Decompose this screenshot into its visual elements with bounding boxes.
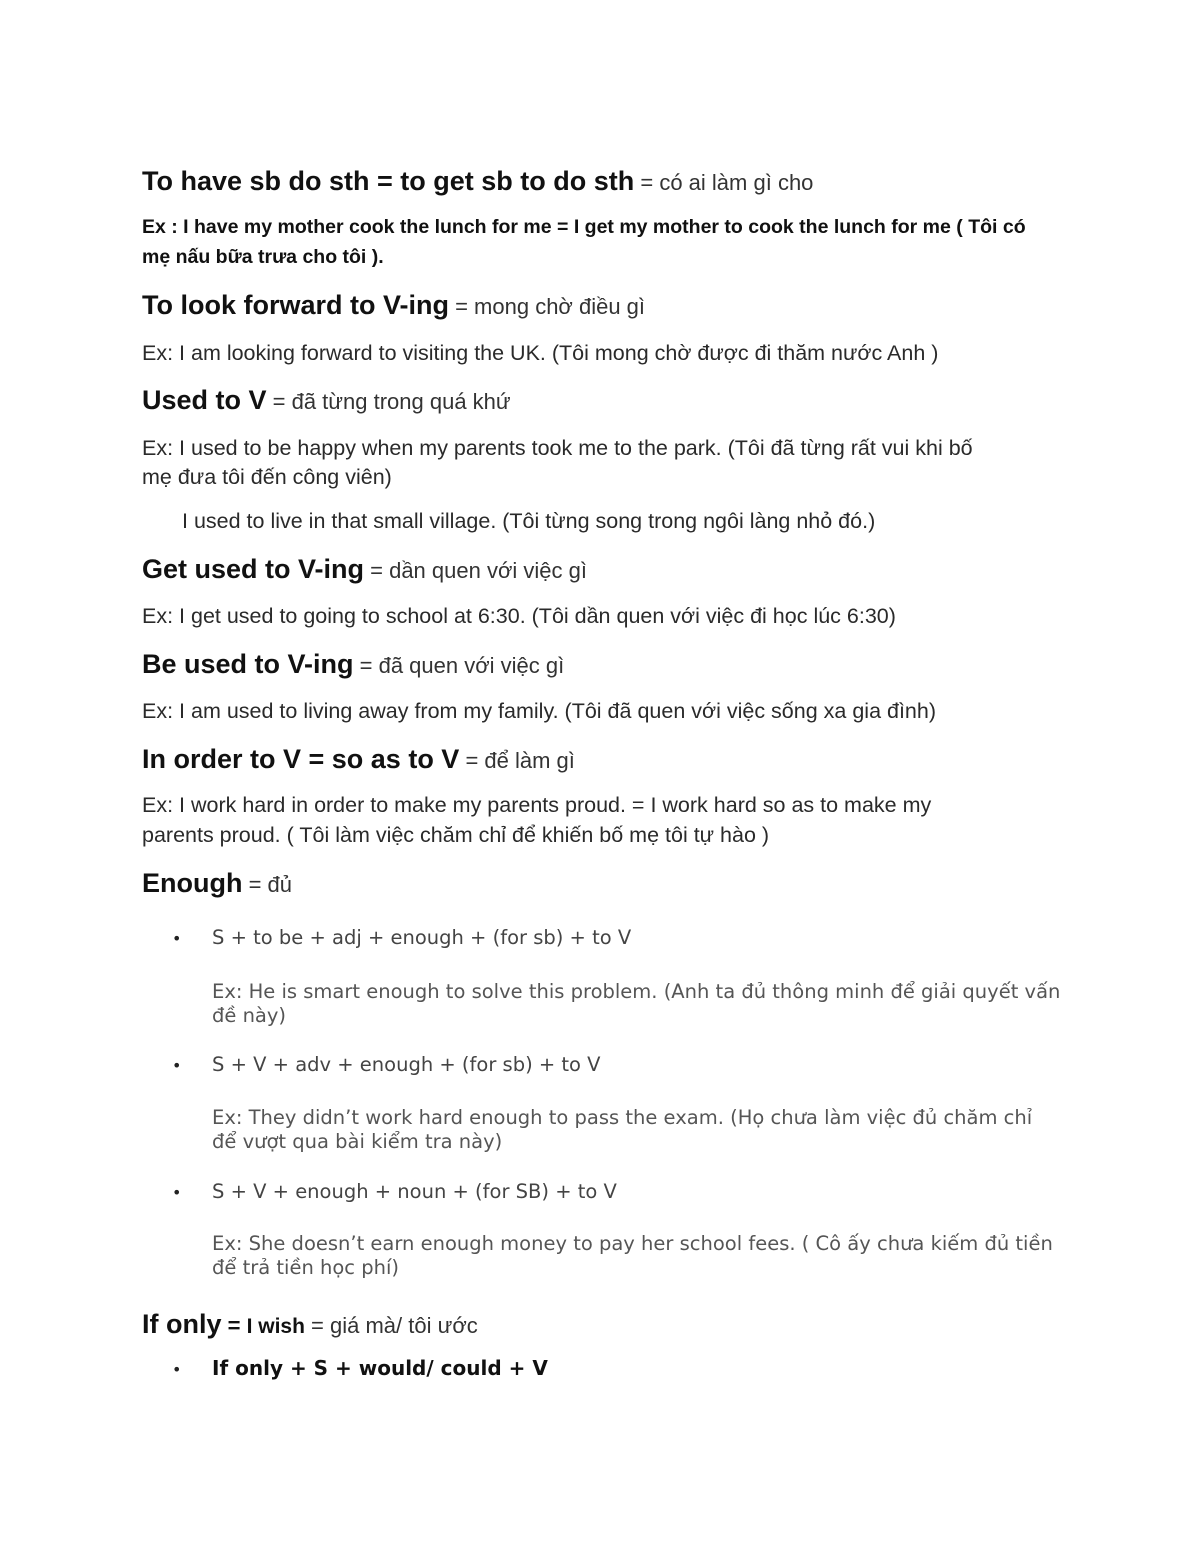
bullet-icon: • (172, 1183, 182, 1202)
bullet-example: Ex: He is smart enough to solve this problem. (Anh ta đủ thông minh để giải quyết vấn đề này) (212, 980, 1061, 1027)
term: Get used to V-ing (142, 554, 365, 584)
example-line: parents proud. ( Tôi làm việc chăm chỉ để khiến bố mẹ tôi tự hào ) (142, 823, 770, 847)
bullet-example: Ex: She doesn’t earn enough money to pay her school fees. ( Cô ấy chưa kiếm đủ tiền để trả tiền học phí) (212, 1232, 1053, 1279)
bullet-item (172, 1356, 548, 1380)
meaning: = dần quen với việc gì (364, 558, 587, 583)
term: Used to V (142, 385, 267, 415)
example-line: Ex: I am used to living away from my family. (Tôi đã quen với việc sống xa gia đình) (142, 699, 936, 723)
example-line: I used to live in that small village. (Tôi từng song trong ngôi làng nhỏ đó.) (182, 509, 876, 533)
formula: S + V + adv + enough + (for sb) + to V (212, 1053, 601, 1076)
example-line: mẹ đưa tôi đến công viên) (142, 465, 392, 489)
meaning: = đủ (242, 872, 293, 897)
bullet-icon: • (172, 1360, 182, 1379)
heading-have-sb-do-sth (142, 165, 813, 199)
bullet-item (172, 926, 631, 949)
term: In order to V = so as to V (142, 744, 460, 774)
example-line: Ex : I have my mother cook the lunch for me = I get my mother to cook the lunch for me ( Tôi có (142, 216, 1026, 238)
bullet-icon: • (172, 1056, 182, 1075)
term: Be used to V-ing (142, 649, 354, 679)
term: To look forward to V-ing (142, 290, 449, 320)
example-line: mẹ nấu bữa trưa cho tôi ). (142, 246, 384, 268)
term: Enough (142, 868, 243, 898)
heading-enough (142, 867, 292, 901)
bullet-example: Ex: They didn’t work hard enough to pass the exam. (Họ chưa làm việc đủ chăm chỉ để vượt qua bài kiểm tra này) (212, 1106, 1033, 1153)
equals: = (221, 1313, 247, 1338)
term-alt: I wish (246, 1315, 305, 1338)
heading-in-order-to (142, 743, 575, 777)
meaning: = giá mà/ tôi ước (304, 1313, 478, 1338)
heading-look-forward-to (142, 289, 645, 323)
heading-used-to (142, 384, 511, 418)
example-line: Ex: I get used to going to school at 6:30. (Tôi dần quen với việc đi học lúc 6:30) (142, 604, 896, 628)
meaning: = đã từng trong quá khứ (266, 389, 511, 414)
meaning: = đã quen với việc gì (353, 653, 565, 678)
heading-be-used-to (142, 648, 564, 682)
formula: If only + S + would/ could + V (212, 1356, 548, 1380)
heading-if-only (142, 1308, 478, 1343)
meaning: = mong chờ điều gì (448, 294, 646, 319)
example-line: Ex: I am looking forward to visiting the UK. (Tôi mong chờ được đi thăm nước Anh ) (142, 341, 939, 365)
example-line: Ex: I used to be happy when my parents took me to the park. (Tôi đã từng rất vui khi bố (142, 436, 973, 460)
formula: S + V + enough + noun + (for SB) + to V (212, 1180, 617, 1203)
meaning: = có ai làm gì cho (634, 170, 814, 195)
term: To have sb do sth = to get sb to do sth (142, 166, 635, 196)
bullet-item (172, 1053, 601, 1076)
bullet-item (172, 1180, 617, 1203)
bullet-icon: • (172, 929, 182, 948)
formula: S + to be + adj + enough + (for sb) + to V (212, 926, 632, 949)
example-line: Ex: I work hard in order to make my parents proud. = I work hard so as to make my (142, 793, 932, 817)
meaning: = để làm gì (459, 748, 575, 773)
heading-get-used-to (142, 553, 587, 587)
term: If only (142, 1309, 222, 1339)
